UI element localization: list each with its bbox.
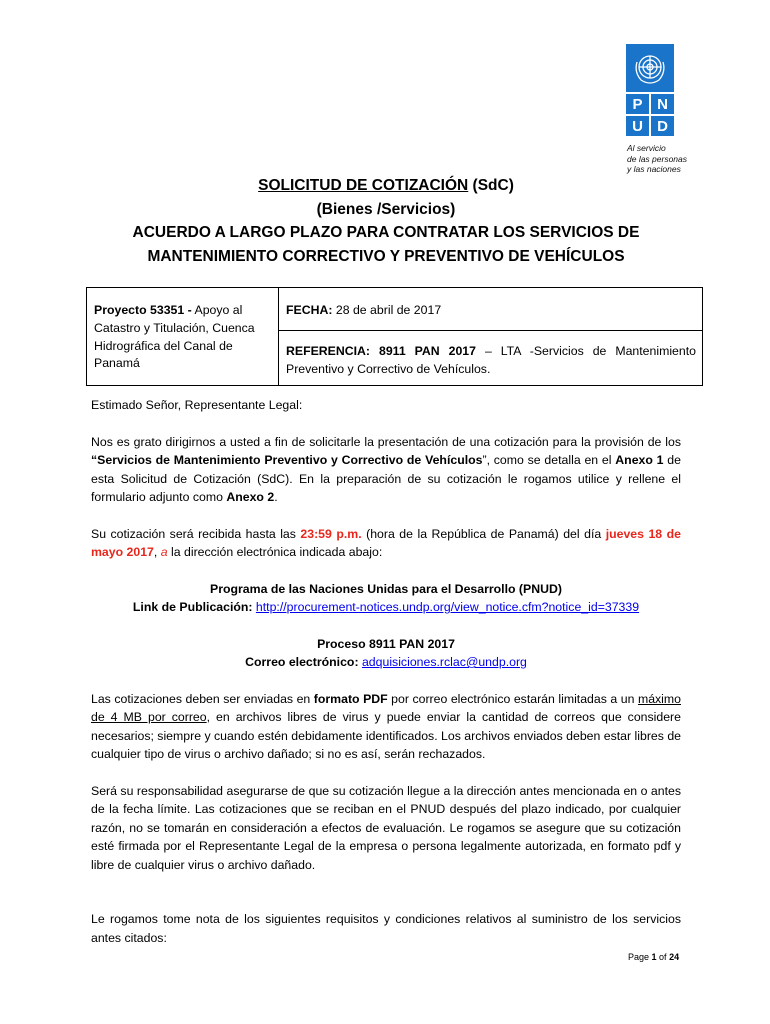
logo-letter: N <box>651 94 674 114</box>
document-title: SOLICITUD DE COTIZACIÓN (SdC) (Bienes /Servicios) ACUERDO A LARGO PLAZO PARA CONTRATAR LOS SERVICIOS DE MANTENIMIENTO CORRECTIVO Y PREVENTIVO DE VEHÍCULOS <box>96 174 676 268</box>
paragraph-deadline: Su cotización será recibida hasta las 23:59 p.m. (hora de la República de Panamá) del día jueves 18 de mayo 2017, a la dirección electrónica indicada abajo: <box>91 526 681 559</box>
logo-letter: P <box>626 94 649 114</box>
deadline-time: 23:59 p.m. <box>300 526 362 541</box>
reference-row: REFERENCIA: 8911 PAN 2017 – LTA -Servicios de Mantenimiento Preventivo y Correctivo de Vehículos. <box>286 343 696 376</box>
un-emblem-icon <box>626 44 674 92</box>
paragraph-requirements: Le rogamos tome nota de los siguientes requisitos y condiciones relativos al suministro de los servicios antes citados: <box>91 912 681 945</box>
paragraph-intro: Nos es grato dirigirnos a usted a fin de solicitarle la presentación de una cotización para la provisión de los “Servicios de Mantenimiento Preventivo y Correctivo de Vehículos”, como se detalla en el Anexo 1 de esta Solicitud de Cotización (SdC). En la preparación de su cotización le rogamos utilice y rellene el formulario adjunto como Anexo 2. <box>91 434 681 504</box>
info-table <box>86 287 703 386</box>
page-number: Page 1 of 24 <box>628 952 680 962</box>
title-subtitle: (Bienes /Servicios) <box>316 200 456 218</box>
letter-body <box>91 396 681 965</box>
title-line: ACUERDO A LARGO PLAZO PARA CONTRATAR LOS SERVICIOS DE <box>132 224 640 242</box>
process-info: Proceso 8911 PAN 2017 Correo electrónico: adquisiciones.rclac@undp.org <box>245 636 527 669</box>
paragraph-responsibility: Será su responsabilidad asegurarse de que su cotización llegue a la dirección antes mencionada en o antes de la fecha límite. Las cotizaciones que se reciban en el PNUD después del plazo indicado, por cualquier razón, no se tomarán en consideración a efectos de evaluación. Le rogamos se asegure que su cotización esté firmada por el Representante Legal de la empresa o persona legalmente autorizada, en formato pdf y libre de cualquier virus o archivo dañado. <box>91 783 681 872</box>
logo-letter: U <box>626 116 649 136</box>
deadline-date: jueves 18 de mayo 2017 <box>91 526 681 559</box>
title-main: SOLICITUD DE COTIZACIÓN <box>258 177 469 194</box>
date-row: FECHA: 28 de abril de 2017 <box>279 288 702 331</box>
email-link[interactable]: adquisiciones.rclac@undp.org <box>361 655 527 669</box>
details-cell <box>279 288 703 386</box>
process-number: Proceso 8911 PAN 2017 <box>317 636 455 651</box>
submission-info: Programa de las Naciones Unidas para el Desarrollo (PNUD) Link de Publicación: http://procurement-notices.undp.org/view_notice.cfm?notice_id=37339 <box>132 581 640 614</box>
logo-letter: D <box>651 116 674 136</box>
paragraph-format: Las cotizaciones deben ser enviadas en formato PDF por correo electrónico estarán limitadas a un máximo de 4 MB por correo, en archivos libres de virus y puede enviar la cantidad de correos que considere necesarios; siempre y cuando estén debidamente identificados. Los archivos enviados deben estar libres de cualquier tipo de virus o archivo dañado; si no es así, serán rechazados. <box>91 691 681 761</box>
logo-tagline: Al servicio de las personas y las naciones <box>627 143 688 175</box>
org-name: Programa de las Naciones Unidas para el Desarrollo (PNUD) <box>210 581 562 596</box>
title-line: MANTENIMIENTO CORRECTIVO Y PREVENTIVO DE VEHÍCULOS <box>147 247 625 265</box>
publication-link[interactable]: http://procurement-notices.undp.org/view_notice.cfm?notice_id=37339 <box>255 600 640 614</box>
project-cell: Proyecto 53351 - Apoyo al Catastro y Titulación, Cuenca Hidrográfica del Canal de Panamá <box>87 288 279 386</box>
greeting: Estimado Señor, Representante Legal: <box>91 398 303 412</box>
undp-logo <box>626 44 674 136</box>
